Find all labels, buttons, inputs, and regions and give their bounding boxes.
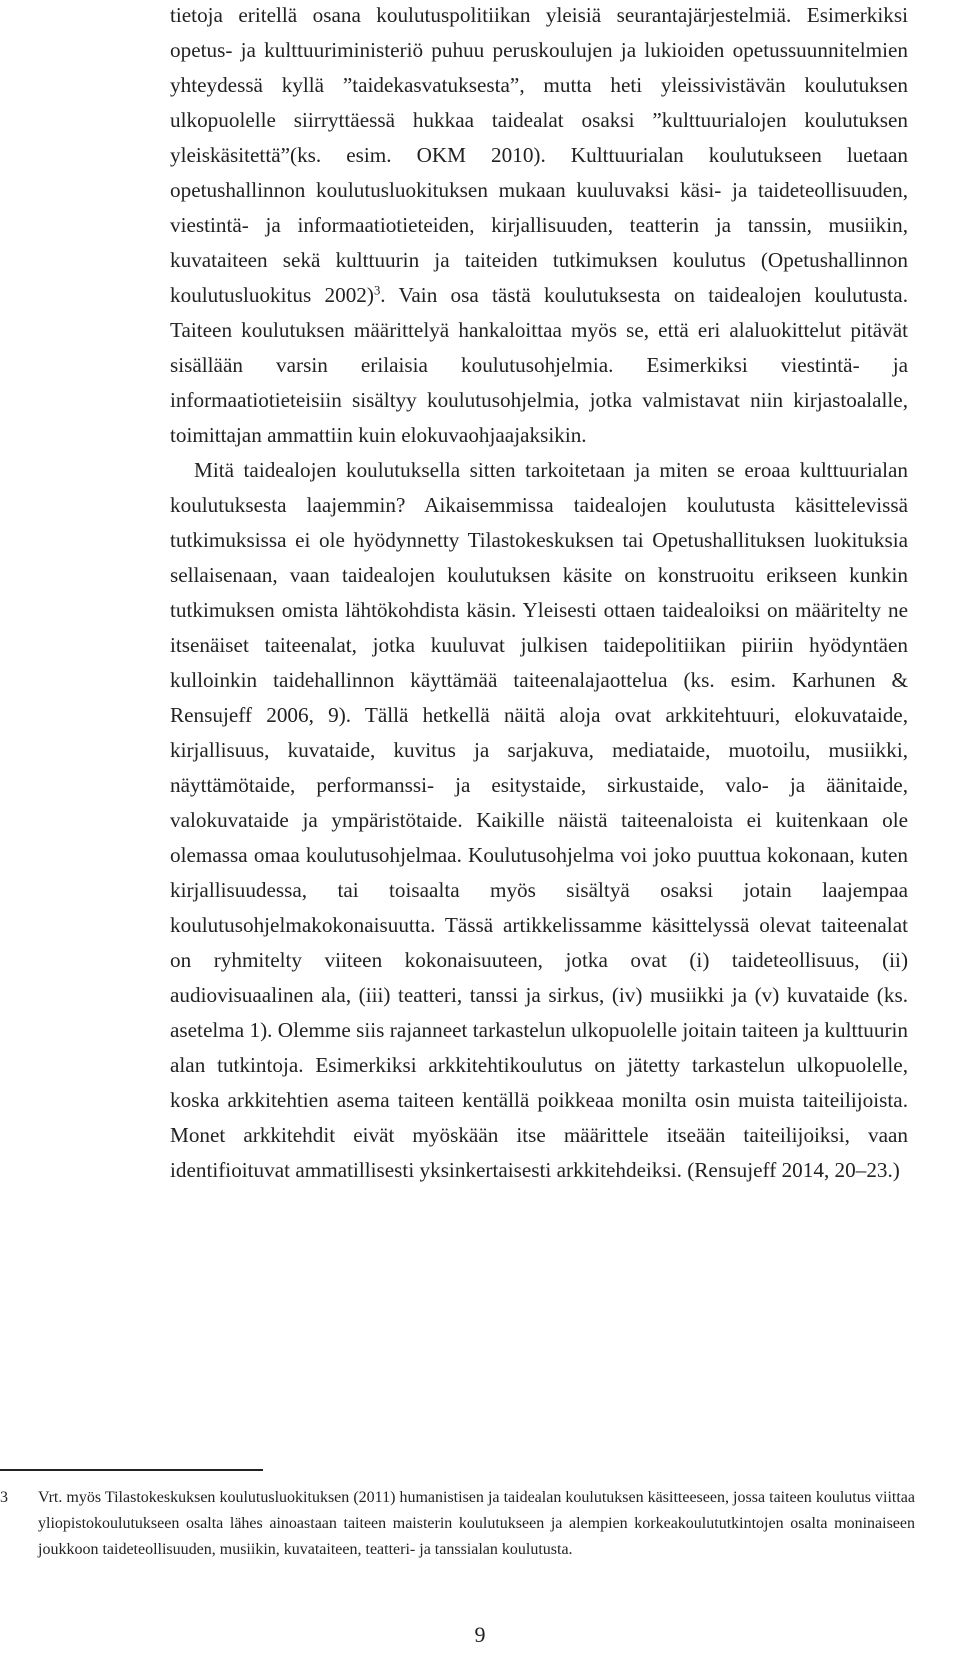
paragraph-text: tietoja eritellä osana koulutuspolitiikan yleisiä seurantajärjestelmiä. Esimerkiksi opetus- ja kulttuuriministeriö puhuu peruskoulujen ja lukioiden opetussuunnitelmien yhteydessä kyllä ”taidekasvatuksesta”, mutta heti yleissivistävän koulutuksen ulkopuolelle siirryttäessä hukkaa taidealat osaksi ”kulttuurialojen koulutuksen yleiskäsitettä”(ks. esim. OKM 2010). Kulttuurialan koulutukseen luetaan opetushallinnon koulutusluokituksen mukaan kuuluvaksi käsi- ja taideteollisuuden, viestintä- ja informaatiotieteiden, kirjallisuuden, teatterin ja tanssin, musiikin, kuvataiteen sekä kulttuurin ja taiteiden tutkimuksen koulutus (Opetushallinnon koulutusluokitus 2002): [170, 3, 908, 307]
paragraph: [170, 0, 908, 453]
footnote-reference[interactable]: 3: [373, 283, 381, 298]
page-number: 9: [474, 1622, 486, 1647]
footnote-divider: [0, 1469, 263, 1471]
paragraph: Mitä taidealojen koulutuksella sitten tarkoitetaan ja miten se eroaa kulttuurialan koulutuksesta laajemmin? Aikaisemmissa taidealojen koulutusta käsittelevissä tutkimuksissa ei ole hyödynnetty Tilastokeskuksen tai Opetushallituksen luokituksia sellaisenaan, vaan taidealojen koulutuksen käsite on konstruoitu erikseen kunkin tutkimuksen omista lähtökohdista käsin. Yleisesti ottaen taidealoiksi on määritelty ne itsenäiset taiteenalat, jotka kuuluvat julkisen taidepolitiikan piiriin hyödyntäen kulloinkin taidehallinnon käyttämää taiteenalajaottelua (ks. esim. Karhunen & Rensujeff 2006, 9). Tällä hetkellä näitä aloja ovat arkkitehtuuri, elokuvataide, kirjallisuus, kuvataide, kuvitus ja sarjakuva, mediataide, muotoilu, musiikki, näyttämötaide, performanssi- ja esitystaide, sirkustaide, valo- ja äänitaide, valokuvataide ja ympäristötaide. Kaikille näistä taiteenaloista ei kuitenkaan ole olemassa omaa koulutusohjelmaa. Koulutusohjelma voi joko puuttua kokonaan, kuten kirjallisuudessa, tai toisaalta myös sisältyä osaksi jotain laajempaa koulutusohjelmakokonaisuutta. Tässä artikkelissamme käsittelyssä olevat taiteenalat on ryhmitelty viiteen kokonaisuuteen, jotka ovat (i) taideteollisuus, (ii) audiovisuaalinen ala, (iii) teatteri, tanssi ja sirkus, (iv) musiikki ja (v) kuvataide (ks. asetelma 1). Olemme siis rajanneet tarkastelun ulkopuolelle joitain taiteen ja kulttuurin alan tutkintoja. Esimerkiksi arkkitehtikoulutus on jätetty tarkastelun ulkopuolelle, koska arkkitehtien asema taiteen kentällä poikkeaa monilta osin muista taiteilijoista. Monet arkkitehdit eivät myöskään itse määrittele itseään taiteilijoiksi, vaan identifioituvat ammatillisesti yksinkertaisesti arkkitehdeiksi. (Rensujeff 2014, 20–23.): [170, 458, 908, 1182]
body-text: [170, 0, 908, 1188]
paragraph-text: . Vain osa tästä koulutuksesta on taidealojen koulutusta. Taiteen koulutuksen määrittelyä hankaloittaa myös se, että eri alaluokittelut pitävät sisällään varsin erilaisia koulutusohjelmia. Esimerkiksi viestintä- ja informaatiotieteisiin sisältyy koulutusohjelmia, jotka valmistavat niin kirjastoalalle, toimittajan ammattiin kuin elokuvaohjaajaksikin.: [170, 283, 908, 447]
footnote-number: 3: [0, 1489, 8, 1506]
footnote-text: Vrt. myös Tilastokeskuksen koulutusluokituksen (2011) humanistisen ja taidealan koulutuksen käsitteeseen, jossa taiteen koulutus viittaa yliopistokoulutukseen osalta lähes ainoastaan taiteen maisterin koulutukseen ja alempien korkeakoulututkintojen osalta moninaiseen joukkoon taideteollisuuden, musiikin, kuvataiteen, teatteri- ja tanssialan koulutusta.: [38, 1489, 915, 1558]
